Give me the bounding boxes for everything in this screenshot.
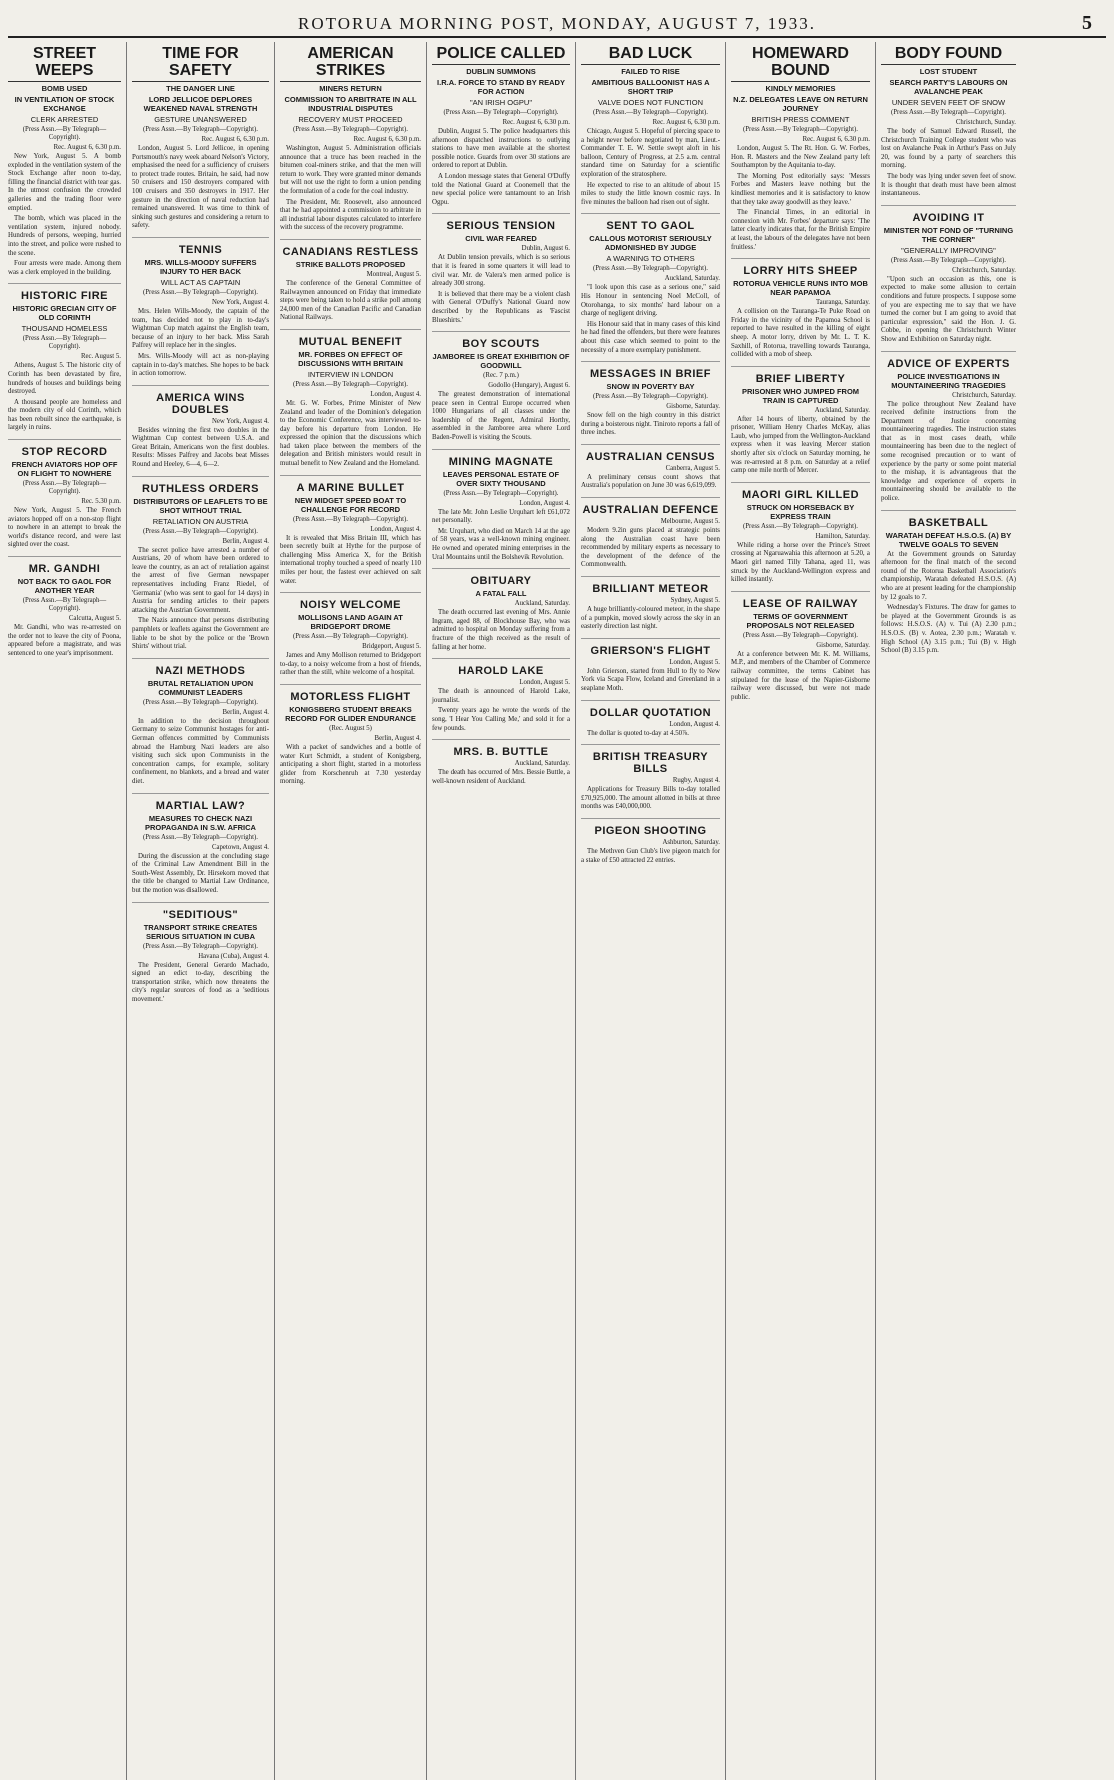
article-subheading: CIVIL WAR FEARED — [465, 234, 537, 244]
article-headline: LORRY HITS SHEEP — [743, 265, 858, 278]
article-paragraph: Wednesday's Fixtures. The draw for games to be played at the Government Grounds is as follows: H.S.O.S. (A) v. Tui (A) 2.30 p.m.; H.S.O.S. (B) v. Aotea, 2.30 p.m.; Waratah v. High School (A) 3.15 p.m.; Tui (B) v. High School (B) 3.15 p.m. — [881, 604, 1016, 655]
article-headline: MINING MAGNATE — [448, 455, 554, 468]
article-paragraph: Applications for Treasury Bills to-day totalled £70,925,000. The amount allotted in bills at three months was £40,000,000. — [581, 786, 720, 811]
article-subheading: WILL ACT AS CAPTAIN — [160, 277, 241, 287]
press-credit: (Press Assn.—By Telegraph—Copyright). — [593, 393, 708, 401]
article — [280, 45, 421, 240]
press-credit: (Rec. 7 p.m.) — [483, 372, 519, 380]
dateline: Canberra, August 5. — [665, 464, 720, 472]
article — [581, 451, 720, 498]
article-headline: SERIOUS TENSION — [446, 220, 556, 233]
article — [581, 707, 720, 746]
article — [132, 800, 269, 903]
article-paragraph: It is believed that there may be a violent clash with General O'Duffy's National Guard now described by the Republicans as 'Fascist Blueshirts.' — [432, 290, 570, 324]
masthead — [8, 10, 1106, 38]
article-headline: MR. GANDHI — [28, 563, 101, 576]
article-paragraph: With a packet of sandwiches and a bottle of water Kurt Schmidt, a student of Konigsberg, anticipating a short flight, started in a motorless glider from Korschenruh at 7.30 yesterday morning. — [280, 744, 421, 786]
article-headline: STOP RECORD — [21, 446, 108, 459]
press-credit: (Press Assn.—By Telegraph—Copyright). — [443, 489, 559, 497]
dateline: Rec. August 6, 6.30 p.m. — [53, 144, 121, 151]
article — [132, 665, 269, 794]
article-headline: SENT TO GAOL — [606, 220, 695, 233]
article — [132, 483, 269, 659]
dateline: Melbourne, August 5. — [660, 518, 720, 526]
dateline: Hamilton, Saturday. — [815, 532, 870, 540]
article-paragraph: The Morning Post editorially says: 'Messrs Forbes and Masters leave nothing but the kindliest memories and it is satisfactory to know that they take away goodwill as they leave.' — [731, 172, 870, 206]
article-paragraph: London, August 5. The Rt. Hon. G. W. Forbes, Hon. R. Masters and the New Zealand party left Southampton by the Aquitania to-day. — [731, 145, 870, 170]
article-paragraph: Athens, August 5. The historic city of Corinth has been devastated by fire, hundreds of houses and buildings being destroyed. — [8, 362, 121, 396]
press-credit: (Press Assn.—By Telegraph—Copyright). — [593, 109, 708, 116]
article-paragraph: His Honour said that in many cases of this kind he had fined the offenders, but there were features about this case which seemed to point to the necessity of a more exemplary punishment. — [581, 320, 720, 354]
article-headline: STREET WEEPS — [8, 45, 121, 82]
press-credit: (Press Assn.—By Telegraph—Copyright). — [22, 335, 107, 351]
article-paragraph: After 14 hours of liberty, obtained by the prisoner, William Henry Charles McKay, alias Laub, who jumped from the Wellington-Auckland express when it was leaving Mercer station shortly after six o'clock on Saturday morning, he was re-arrested at 8 p.m. on Saturday at a relief camp one mile north of Mercer. — [731, 415, 870, 475]
article-paragraph: Twenty years ago he wrote the words of the song, 'I Hear You Calling Me,' and sold it for a few pounds. — [432, 707, 570, 732]
article-paragraph: "Upon such an occasion as this, one is expected to make some allusion to certain conditions and future prospects. I suppose some of you are expecting me to say that we have turned the corner but I am going to avoid that particular expression," said the Hon. J. G. Cobbe, in opening the Christchurch Winter Show and Exhibition on Saturday night. — [881, 275, 1016, 343]
article-subheading: MINISTER NOT FOND OF "TURNING THE CORNER" — [883, 225, 1014, 244]
article — [132, 45, 269, 238]
article-subheading: LEAVES PERSONAL ESTATE OF OVER SIXTY THOUSAND — [442, 469, 560, 488]
press-credit: (Press Assn.—By Telegraph—Copyright). — [22, 597, 107, 613]
article-paragraph: The bomb, which was placed in the ventilation system, injured nobody. Hundreds of persons, weeping, hurried into the street, and police were rushed to the scene. — [8, 215, 121, 257]
article-subheading: TERMS OF GOVERNMENT PROPOSALS NOT RELEASED — [746, 611, 855, 630]
article-subheading: N.Z. DELEGATES LEAVE ON RETURN JOURNEY — [733, 95, 868, 113]
article — [731, 598, 870, 709]
dateline: Gisborne, Saturday. — [816, 641, 870, 649]
article-paragraph: A preliminary census count shows that Australia's population on June 30 was 6,619,099. — [581, 473, 720, 490]
article — [8, 563, 121, 664]
article-headline: LEASE OF RAILWAY — [742, 597, 859, 610]
article-subheading: I.R.A. FORCE TO STAND BY READY FOR ACTION — [437, 78, 565, 96]
dateline: London, August 5. — [669, 658, 720, 666]
column-7 — [876, 42, 1021, 1780]
article-subheading: MR. FORBES ON EFFECT OF DISCUSSIONS WITH BRITAIN — [298, 349, 403, 368]
article — [280, 482, 421, 594]
article-paragraph: Chicago, August 5. Hopeful of piercing space to a height never before negotiated by man, Lieut.-Commander T. E. W. Settle swept aloft in his balloon, Century of Progress, at 2.5 a.m. central standard time on Saturday for a scientific exploration of the stratosphere. — [581, 128, 720, 178]
dateline: Rec. August 6, 6.30 p.m. — [201, 136, 269, 143]
article — [280, 246, 421, 330]
press-credit: (Press Assn.—By Telegraph—Copyright). — [143, 942, 258, 950]
dateline: Berlin, August 4. — [374, 735, 421, 742]
article — [581, 825, 720, 871]
dateline: London, August 5. — [519, 679, 570, 687]
article — [280, 599, 421, 685]
article-paragraph: In addition to the decision throughout Germany to seize Communist hostages for anti-German offences committed by Communists abroad the Hamburg Nazi leaders are also visiting such sick upon Communists in the concentration camps, for example, solitary confinement, no blankets, and a bread and water diet. — [132, 717, 269, 785]
article-subheading: CALLOUS MOTORIST SERIOUSLY ADMONISHED BY JUDGE — [589, 234, 712, 253]
article — [581, 45, 720, 214]
article-subheading: KINDLY MEMORIES — [765, 84, 836, 93]
column-2 — [127, 42, 275, 1780]
article-subheading: MINERS RETURN — [319, 84, 382, 93]
article — [581, 583, 720, 639]
article-paragraph: Mrs. Helen Wills-Moody, the captain of the team, has decided not to play in to-day's Wightman Cup match against the English team, because of an injury to her back. Miss Sarah Palfrey will replace her in the singles. — [132, 307, 269, 350]
article-subheading: LORD JELLICOE DEPLORES WEAKENED NAVAL STRENGTH — [143, 95, 258, 113]
press-credit: (Press Assn.—By Telegraph—Copyright). — [293, 515, 408, 523]
dateline: Rec. August 6, 6.30 p.m. — [502, 119, 570, 126]
article-headline: MESSAGES IN BRIEF — [590, 368, 711, 381]
article-subheading: PRISONER WHO JUMPED FROM TRAIN IS CAPTURED — [741, 386, 860, 405]
article-headline: MARTIAL LAW? — [155, 799, 246, 812]
column-5 — [576, 42, 726, 1780]
press-credit: (Press Assn.—By Telegraph—Copyright). — [293, 126, 408, 133]
article-subheading: UNDER SEVEN FEET OF SNOW — [891, 98, 1006, 107]
article — [881, 212, 1016, 352]
article-subheading: THOUSAND HOMELESS — [21, 324, 108, 334]
dateline: Berlin, August 4. — [222, 537, 269, 545]
article — [581, 220, 720, 362]
article-paragraph: Modern 9.2in guns placed at strategic points along the Australian coast have been recommended by military experts as necessary to the development of the defence of the Commonwealth. — [581, 527, 720, 569]
dateline: Berlin, August 4. — [222, 708, 269, 716]
article-subheading: FAILED TO RISE — [621, 67, 680, 76]
article-paragraph: Mr. Gandhi, who was re-arrested on the order not to leave the city of Poona, appeared before a magistrate, and was sentenced to one year's imprisonment. — [8, 624, 121, 657]
article — [881, 358, 1016, 511]
article-subheading: GESTURE UNANSWERED — [154, 115, 247, 124]
article-paragraph: New York, August 5. A bomb exploded in the ventilation system of the Stock Exchange after noon to-day, filling the financial district with tear gas. In the utmost confusion the crowded galleries and the trading floor were emptied. — [8, 153, 121, 212]
dateline: Sydney, August 5. — [670, 597, 720, 605]
article-headline: ADVICE OF EXPERTS — [887, 357, 1010, 370]
article-subheading: BOMB USED — [41, 84, 88, 93]
dateline: Auckland, Saturday. — [514, 600, 570, 608]
dateline: Auckland, Saturday. — [514, 760, 570, 768]
article-headline: BAD LUCK — [581, 45, 720, 65]
article-paragraph: Dublin, August 5. The police headquarters this afternoon dispatched instructions to outlying stations to have men available at the shortest possible notice. Guards from over 30 stations are ordered to report at Dublin. — [432, 128, 570, 170]
article-paragraph: A London message states that General O'Duffy told the National Guard at Coonemell that the new special police were tantamount to an Irish Ogpu. — [432, 172, 570, 206]
dateline: Rec. August 6, 6.30 p.m. — [353, 136, 421, 143]
article — [581, 751, 720, 819]
dateline: London, August 4. — [519, 499, 570, 507]
article-subheading: "GENERALLY IMPROVING" — [901, 245, 996, 255]
dateline: Rec. 5.30 p.m. — [81, 498, 121, 506]
article — [280, 336, 421, 476]
article-subheading: INTERVIEW IN LONDON — [307, 369, 394, 379]
article — [8, 45, 121, 284]
dateline: Auckland, Saturday. — [664, 275, 720, 283]
article-headline: OBITUARY — [470, 575, 532, 588]
press-credit: (Rec. August 5) — [329, 725, 372, 732]
column-1 — [8, 42, 127, 1780]
dateline: Christchurch, Saturday. — [952, 391, 1016, 399]
article-paragraph: It is revealed that Miss Britain III, which has been secretly built at Hythe for the purpose of challenging Miss America X, for the British international trophy touched a speed of nearly 110 miles per hour, the fastest ever achieved on salt water. — [280, 534, 421, 585]
article-paragraph: Mr. Urquhart, who died on March 14 at the age of 58 years, was a well-known mining engineer. He owned and operated mining enterprises in the Ural Mountains until the Bolshevik Revolution. — [432, 527, 570, 561]
article-paragraph: At the Government grounds on Saturday afternoon for the final match of the second round of the Rotorua Basketball Association's championship, Waratah defeated H.S.O.S. (A) who are at present leading for the championship by 12 goals to 7. — [881, 550, 1016, 601]
article-headline: HOMEWARD BOUND — [731, 45, 870, 82]
dateline: Gisborne, Saturday. — [666, 403, 720, 411]
article-paragraph: James and Amy Mollison returned to Bridgeport to-day, to a noisy welcome from a host of friends, rather than the still, white welcome of a hospital. — [280, 652, 421, 677]
dateline: New York, August 4. — [211, 417, 269, 425]
dateline: Calcutta, August 5. — [68, 615, 121, 623]
article-paragraph: Besides winning the first two doubles in the Wightman Cup contest between U.S.A. and Great Britain, Americans won the first doubles. Results: Misses Palfrey and Jacobs beat Misses Round and Heeley, 6—4, 6—2. — [132, 426, 269, 469]
article — [432, 746, 570, 792]
article — [132, 909, 269, 1011]
article-headline: TIME FOR SAFETY — [132, 45, 269, 82]
article-paragraph: The late Mr. John Leslie Urquhart left £61,072 net personally. — [432, 508, 570, 525]
article-subheading: BRITISH PRESS COMMENT — [751, 115, 850, 124]
article — [581, 504, 720, 577]
article-headline: POLICE CALLED — [432, 45, 570, 65]
article-subheading: JAMBOREE IS GREAT EXHIBITION OF GOODWILL — [432, 352, 570, 371]
dateline: Bridgeport, August 5. — [362, 643, 421, 651]
article — [8, 290, 121, 440]
article-headline: PIGEON SHOOTING — [594, 824, 707, 837]
article-subheading: HISTORIC GRECIAN CITY OF OLD CORINTH — [12, 304, 117, 323]
dateline: Ashburton, Saturday. — [662, 838, 720, 846]
article-subheading: THE DANGER LINE — [166, 84, 235, 93]
article — [280, 691, 421, 793]
dateline: Montreal, August 5. — [366, 270, 421, 278]
press-credit: (Press Assn.—By Telegraph—Copyright). — [443, 109, 559, 116]
press-credit: (Press Assn.—By Telegraph—Copyright). — [891, 256, 1006, 264]
dateline: Christchurch, Sunday. — [955, 119, 1016, 126]
dateline: Auckland, Saturday. — [814, 406, 870, 414]
article-paragraph: John Grierson, started from Hull to fly to New York via Scapa Flow, Iceland and Greenland in a seaplane Moth. — [581, 667, 720, 692]
masthead-title: ROTORUA MORNING POST, MONDAY, AUGUST 7, 1933. — [298, 14, 816, 33]
article-paragraph: At Dublin tension prevails, which is so serious that it is feared in some quarters it will lead to civil war. Mr. de Valera's men armed police is already 300 strong. — [432, 254, 570, 288]
article-paragraph: Washington, August 5. Administration officials announce that a truce has been reached in the bitumen coal-miners strike, and that the men will return to work. They were granted minor demands but will not use the right to form a union pending the formulation of a code for the coal industry. — [280, 145, 421, 195]
press-credit: (Press Assn.—By Telegraph—Copyright). — [891, 109, 1006, 116]
article-subheading: MRS. WILLS-MOODY SUFFERS INJURY TO HER BACK — [144, 257, 257, 276]
press-credit: (Press Assn.—By Telegraph—Copyright). — [143, 527, 258, 535]
article-paragraph: The police throughout New Zealand have received definite instructions from the Department of Justice concerning mountaineering tragedies. The instruction states that as in most cases death, while mountaineering has been due to the neglect of some recognised precaution or to want of experience by the party or some point material to the mishap, it is advantageous that the knowledge and experience of experts in mountaineering should be available to the police. — [881, 400, 1016, 503]
article-headline: A MARINE BULLET — [296, 481, 405, 494]
article-subheading: IN VENTILATION OF STOCK EXCHANGE — [14, 95, 115, 113]
press-credit: (Press Assn.—By Telegraph—Copyright). — [22, 480, 107, 496]
article-headline: AVOIDING IT — [912, 211, 985, 224]
article-paragraph: A collision on the Tauranga-Te Puke Road on Friday in the vicinity of the Papamoa School is reported to have resulted in the killing of eight sheep. A motor lorry, driven by Mr. L. T. K. Saxhill, of Rotorua, travelling towards Tauranga, collided with a mob of sheep. — [731, 308, 870, 359]
article-headline: NAZI METHODS — [155, 664, 246, 677]
article-subheading: TRANSPORT STRIKE CREATES SERIOUS SITUATION IN CUBA — [143, 922, 258, 941]
article — [432, 575, 570, 659]
article-subheading: POLICE INVESTIGATIONS IN MOUNTAINEERING TRAGEDIES — [891, 371, 1006, 390]
dateline: Rec. August 6, 6.30 p.m. — [652, 119, 720, 126]
article-subheading: A FATAL FALL — [475, 589, 527, 599]
article-subheading: NEW MIDGET SPEED BOAT TO CHALLENGE FOR RECORD — [294, 495, 407, 514]
article — [581, 645, 720, 701]
article-headline: BODY FOUND — [881, 45, 1016, 65]
article-headline: MRS. B. BUTTLE — [453, 746, 549, 759]
article — [881, 45, 1016, 206]
article-subheading: AMBITIOUS BALLOONIST HAS A SHORT TRIP — [591, 78, 710, 96]
dateline: Rugby, August 4. — [672, 777, 720, 785]
article-paragraph: The death has occurred of Mrs. Bessie Buttle, a well-known resident of Auckland. — [432, 769, 570, 785]
article-paragraph: The Nazis announce that persons distributing pamphlets or leaflets against the Government are liable to be shot by the police or the 'Brown Shirts' without trial. — [132, 617, 269, 651]
article-headline: AMERICA WINS DOUBLES — [156, 391, 245, 416]
article-headline: CANADIANS RESTLESS — [282, 245, 419, 258]
dateline: Rec. August 5. — [80, 353, 121, 361]
article — [432, 338, 570, 450]
dateline: New York, August 4. — [211, 298, 269, 306]
dateline: London, August 4. — [669, 720, 720, 728]
article-headline: HISTORIC FIRE — [21, 290, 108, 303]
column-4 — [427, 42, 576, 1780]
article — [881, 517, 1016, 662]
article-subheading: SNOW IN POVERTY BAY — [606, 382, 695, 392]
dateline: Tauranga, Saturday. — [815, 299, 870, 307]
article-paragraph: "I look upon this case as a serious one," said His Honour in sentencing Noel McColl, of Otorohanga, to six months' hard labour on a charge of negligent driving. — [581, 284, 720, 318]
article-subheading: SEARCH PARTY'S LABOURS ON AVALANCHE PEAK — [889, 78, 1008, 96]
article-paragraph: The dollar is quoted to-day at 4.50⅞. — [587, 729, 689, 737]
article-paragraph: The body of Samuel Edward Russell, the Christchurch Training College student who was lost on Avalanche Peak in Arthur's Pass on July 20, was found by a party of searchers this morning. — [881, 128, 1016, 170]
page-number: 5 — [1082, 12, 1092, 34]
article-headline: AMERICAN STRIKES — [280, 45, 421, 82]
press-credit: (Press Assn.—By Telegraph—Copyright). — [593, 265, 708, 273]
article-paragraph: The greatest demonstration of international peace seen in Central Europe occurred when 1000 Hungarians of all classes under the leadership of the Regent, Admiral Horthy, assembled in the Jamboree area where Lord Baden-Powell is visiting the Scouts. — [432, 391, 570, 442]
article-paragraph: During the discussion at the concluding stage of the Criminal Law Amendment Bill in the South-West Assembly, Dr. Hirsekorn moved that the title be changed to Martial Law Ordinance, but the motion was disallowed. — [132, 852, 269, 894]
dateline: London, August 4. — [370, 390, 421, 398]
article-headline: BRITISH TREASURY BILLS — [592, 751, 709, 776]
dateline: Dublin, August 6. — [521, 245, 570, 253]
article-subheading: RECOVERY MUST PROCEED — [298, 115, 403, 124]
article-subheading: DUBLIN SUMMONS — [466, 67, 536, 76]
article-subheading: COMMISSION TO ARBITRATE IN ALL INDUSTRIAL DISPUTES — [284, 95, 417, 113]
column-6 — [726, 42, 876, 1780]
article-subheading: BRUTAL RETALIATION UPON COMMUNIST LEADERS — [147, 678, 254, 697]
article-paragraph: The Methven Gun Club's live pigeon match for a stake of £50 attracted 22 entries. — [581, 847, 720, 864]
article-paragraph: The Financial Times, in an editorial in connexion with Mr. Forbes' departure says: 'The latter clearly indicates that, for the British Empire at least, the labours of the delegates have not been fruitless.' — [731, 209, 870, 251]
article-headline: HAROLD LAKE — [458, 665, 544, 678]
article-paragraph: Mrs. Wills-Moody will act as non-playing captain in to-day's matches. She hopes to be back in action tomorrow. — [132, 352, 269, 378]
dateline: Godollo (Hungary), August 6. — [488, 382, 570, 390]
article-paragraph: Four arrests were made. Among them was a clerk employed in the building. — [8, 260, 121, 276]
article-subheading: "AN IRISH OGPU" — [470, 98, 532, 107]
article-paragraph: He expected to rise to an altitude of about 15 miles to study the little known cosmic rays. In five minutes the balloon had risen out of sight. — [581, 181, 720, 206]
press-credit: (Press Assn.—By Telegraph—Copyright). — [293, 633, 408, 641]
article-headline: MOTORLESS FLIGHT — [290, 691, 411, 703]
article-headline: RUTHLESS ORDERS — [142, 482, 259, 495]
article-subheading: LOST STUDENT — [919, 67, 978, 76]
article-paragraph: Mr. G. W. Forbes, Prime Minister of New Zealand and leader of the Dominion's delegation to the Economic Conference, was interviewed to-day before his departure from London. He expressed the opinion that the discussions which had taken place between the members of the delegation and British ministers would result in mutual benefit to New Zealand and the Homeland. — [280, 399, 421, 468]
article-headline: TENNIS — [178, 243, 223, 256]
press-credit: (Press Assn.—By Telegraph—Copyright). — [22, 126, 107, 141]
press-credit: (Press Assn.—By Telegraph—Copyright). — [143, 126, 258, 133]
article-paragraph: New York, August 5. The French aviators hopped off on a non-stop flight to nowhere in an attempt to break the world's distance record, and were last sighted over the coast. — [8, 507, 121, 549]
article-subheading: STRUCK ON HORSEBACK BY EXPRESS TRAIN — [746, 502, 855, 521]
article-headline: BRILLIANT METEOR — [592, 583, 709, 596]
press-credit: (Press Assn.—By Telegraph—Copyright). — [143, 833, 258, 841]
article-subheading: DISTRIBUTORS OF LEAFLETS TO BE SHOT WITHOUT TRIAL — [133, 496, 268, 515]
column-3 — [275, 42, 427, 1780]
article-headline: AUSTRALIAN CENSUS — [586, 450, 715, 463]
press-credit: (Press Assn.—By Telegraph—Copyright). — [743, 522, 858, 530]
article-paragraph: The President, General Gerardo Machado, signed an edict to-day, describing the transportation strike, which now threatens the city's regular sources of food as a 'seditious movement.' — [132, 961, 269, 1003]
press-credit: (Press Assn.—By Telegraph—Copyright). — [743, 631, 858, 639]
press-credit: (Press Assn.—By Telegraph—Copyright). — [293, 380, 408, 388]
article-paragraph: Snow fell on the high country in this district during a boisterous night. Tiniroto reports a fall of three inches. — [581, 412, 720, 437]
article-subheading: VALVE DOES NOT FUNCTION — [597, 98, 703, 107]
article — [432, 456, 570, 570]
article-headline: DOLLAR QUOTATION — [589, 706, 712, 719]
article-paragraph: A huge brilliantly-coloured meteor, in the shape of a pumpkin, moved slowly across the sky in an easterly direction last night. — [581, 606, 720, 631]
press-credit: (Press Assn.—By Telegraph—Copyright). — [743, 126, 858, 133]
article-headline: MAORI GIRL KILLED — [741, 488, 860, 501]
dateline: Capetown, August 4. — [211, 843, 269, 851]
article — [432, 45, 570, 214]
article — [432, 665, 570, 740]
article-paragraph: At a conference between Mr. K. M. Williams, M.P., and members of the Chamber of Commerce railway committee, the terms Cabinet has stipulated for the lease of the Napier-Gisborne railway were discussed, but were not made public. — [731, 650, 870, 701]
article — [8, 446, 121, 557]
article-headline: BOY SCOUTS — [462, 338, 540, 351]
article-subheading: RETALIATION ON AUSTRIA — [152, 516, 249, 526]
article-headline: BASKETBALL — [908, 516, 989, 529]
article-subheading: NOT BACK TO GAOL FOR ANOTHER YEAR — [17, 577, 112, 596]
article-subheading: MOLLISONS LAND AGAIN AT BRIDGEPORT DROME — [298, 613, 403, 632]
article-subheading: ROTORUA VEHICLE RUNS INTO MOB NEAR PAPAMOA — [733, 279, 868, 298]
article-subheading: FRENCH AVIATORS HOP OFF ON FLIGHT TO NOWHERE — [11, 460, 118, 479]
article-headline: AUSTRALIAN DEFENCE — [582, 504, 719, 517]
article-paragraph: The body was lying under seven feet of snow. It is thought that death must have been almost instantaneous. — [881, 172, 1016, 198]
dateline: Rec. August 6, 6.30 p.m. — [802, 136, 870, 143]
article-subheading: WARATAH DEFEAT H.S.O.S. (A) BY TWELVE GOALS TO SEVEN — [885, 530, 1012, 549]
dateline: Havana (Cuba), August 4. — [198, 952, 269, 960]
article-paragraph: A thousand people are homeless and the modern city of old Corinth, which has been rebuilt since the earthquake, is largely in ruins. — [8, 398, 121, 432]
article-headline: NOISY WELCOME — [299, 599, 402, 612]
article-paragraph: The death is announced of Harold Lake, journalist. — [432, 688, 570, 704]
article-subheading: MEASURES TO CHECK NAZI PROPAGANDA IN S.W. AFRICA — [145, 813, 256, 832]
article — [731, 373, 870, 483]
press-credit: (Press Assn.—By Telegraph—Copyright). — [143, 698, 258, 706]
article-headline: "SEDITIOUS" — [162, 908, 239, 921]
article-paragraph: London, August 5. Lord Jellicoe, in opening Portsmouth's navy week aboard Nelson's Victory, emphasised the need for a sufficiency of cruisers to protect trade routes. Britain, he said, had now 50 cruisers and 150 destroyers compared with 100 cruisers and 350 destroyers in 1917. Her gesture in the direction of naval reduction had remained unanswered. It was time to think of sinking such gestures and considering a return to safety. — [132, 145, 269, 230]
article-subheading: KONIGSBERG STUDENT BREAKS RECORD FOR GLIDER ENDURANCE — [285, 705, 416, 723]
article — [731, 489, 870, 592]
columns — [8, 42, 1106, 1780]
article — [581, 368, 720, 445]
article-paragraph: The secret police have arrested a number of Austrians, 20 of whom have been ordered to leave the country, as an act of retaliation against the arrest of five German newspaper representatives including Franz Riedel, of 'Germania' (who was sent to gaol for 14 days) in Austria for sending articles to their papers attacking the Austrian Government. — [132, 546, 269, 614]
article-subheading: A WARNING TO OTHERS — [606, 254, 695, 264]
article — [432, 220, 570, 332]
article-headline: BRIEF LIBERTY — [755, 372, 846, 385]
article-paragraph: While riding a horse over the Prince's Street crossing at Ngaruawahia this afternoon at 5.20, a Maori girl named Tilly Tahana, aged 11, was struck by the Auckland-Wellington express and killed instantly. — [731, 541, 870, 584]
press-credit: (Press Assn.—By Telegraph—Copyright). — [143, 288, 258, 296]
article — [731, 265, 870, 367]
article — [132, 392, 269, 477]
dateline: London, August 4. — [370, 525, 421, 533]
article-paragraph: The death occurred last evening of Mrs. Annie Ingram, aged 88, of Blockhouse Bay, who was admitted to hospital on Monday suffering from a fracture of the thigh received as the result of falling at her home. — [432, 609, 570, 651]
article-subheading: CLERK ARRESTED — [30, 115, 99, 124]
article-headline: MUTUAL BENEFIT — [298, 335, 403, 348]
article — [731, 45, 870, 259]
article-headline: GRIERSON'S FLIGHT — [590, 644, 711, 657]
article-subheading: STRIKE BALLOTS PROPOSED — [295, 259, 406, 269]
dateline: Christchurch, Saturday. — [952, 266, 1016, 274]
article-paragraph: The conference of the General Committee of Railwaymen announced on Friday that immediate steps were being taken to hold a strike poll among 24,000 men of the Canadian Pacific and Canadian National Railways. — [280, 279, 421, 322]
article-paragraph: The President, Mr. Roosevelt, also announced that he had appointed a commission to arbitrate in all industrial labour disputes calculated to interfere with the success of the recovery programme. — [280, 198, 421, 232]
article — [132, 244, 269, 386]
